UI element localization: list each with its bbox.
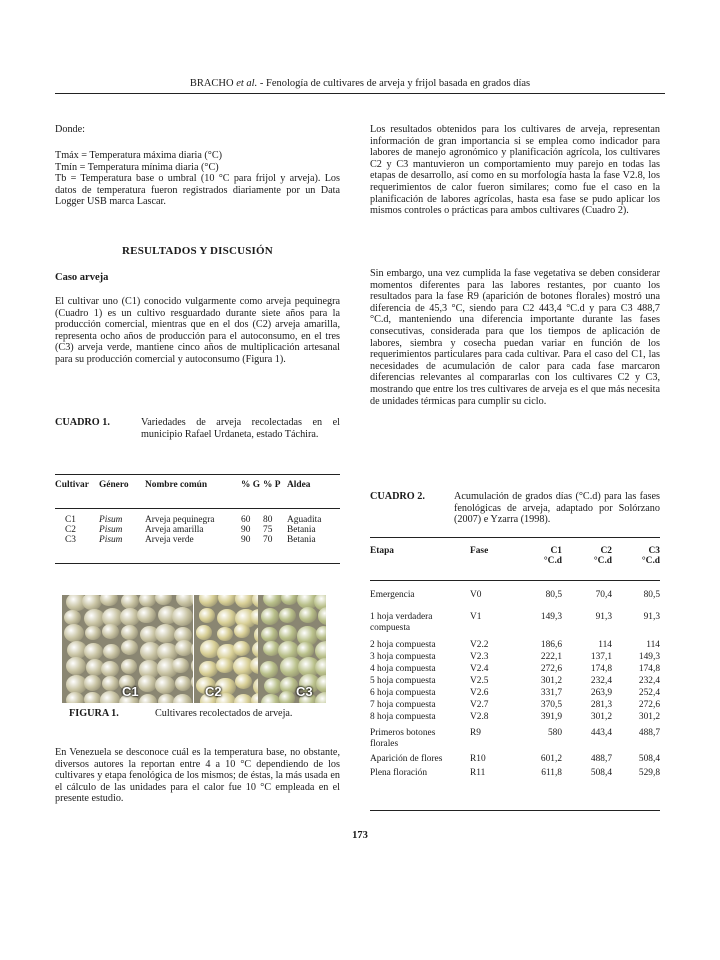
pea-shape — [84, 692, 101, 703]
pea-shape — [217, 627, 233, 641]
table1-header-cell: % P — [263, 480, 281, 490]
table-cell: 488,7 — [590, 754, 612, 764]
photo-tag-c3: C3 — [296, 684, 313, 699]
table-cell: 529,8 — [638, 768, 660, 778]
pea-shape — [82, 595, 101, 610]
pea-shape — [121, 625, 138, 640]
pea-shape — [316, 675, 326, 693]
table-cell: 281,3 — [590, 700, 612, 710]
table-cell: 60 — [241, 515, 251, 525]
table1-caption-text: Variedades de arveja recolectadas en el municipio Rafael Urdaneta, estado Táchira. — [141, 417, 340, 440]
pea-shape — [173, 694, 193, 703]
pea-shape — [138, 675, 157, 692]
table-row — [370, 676, 660, 688]
pea-shape — [279, 691, 295, 703]
pea-shape — [121, 659, 137, 673]
photo-tag-c1: C1 — [122, 684, 139, 699]
table2-header-cell: Etapa — [370, 546, 394, 556]
table-cell: 75 — [263, 525, 273, 535]
pea-shape — [175, 676, 192, 691]
table1-label: CUADRO 1. — [55, 417, 110, 428]
pea-shape — [315, 692, 326, 703]
pea-shape — [155, 595, 171, 605]
table-cell: 137,1 — [590, 652, 612, 662]
table-cell: Betania — [287, 535, 316, 545]
definition-tb: Tb = Temperatura base o umbral (10 °C para frijol y arveja). Los datos de temperatura fueron registrados diariamente por un Data Logger USB marca Lascar. — [55, 173, 340, 208]
table-cell: C2 — [65, 525, 76, 535]
table-cell: Plena floración — [370, 768, 428, 778]
table1-header-cell: Género — [99, 480, 129, 490]
pea-shape — [263, 595, 282, 607]
running-header — [55, 78, 665, 89]
table-cell: 4 hoja compuesta — [370, 664, 436, 674]
pea-shape — [318, 607, 326, 624]
table2-top-rule — [370, 537, 660, 538]
table-row — [370, 754, 660, 768]
table-cell: Arveja verde — [145, 535, 194, 545]
pea-shape — [139, 595, 156, 607]
table-cell: 3 hoja compuesta — [370, 652, 436, 662]
table-cell: 149,3 — [540, 612, 562, 622]
pea-shape — [100, 691, 120, 703]
table-cell: 508,4 — [638, 754, 660, 764]
table2-caption — [370, 491, 660, 526]
table-row — [370, 700, 660, 712]
table-cell: 186,6 — [540, 640, 562, 650]
table-cell: Emergencia — [370, 590, 415, 600]
table-cell: 80,5 — [545, 590, 562, 600]
table2-mid-rule — [370, 580, 660, 581]
table-cell: 6 hoja compuesta — [370, 688, 436, 698]
table-cell: 149,3 — [638, 652, 660, 662]
pea-shape — [103, 644, 120, 659]
pea-shape — [121, 595, 139, 609]
table-row — [370, 728, 660, 754]
table-cell: 508,4 — [590, 768, 612, 778]
table-row — [370, 768, 660, 780]
table-cell: 70,4 — [595, 590, 612, 600]
table-cell: 114 — [646, 640, 660, 650]
pea-shape — [316, 626, 326, 641]
table-cell: Aparición de flores — [370, 754, 443, 764]
table-cell: 301,2 — [540, 676, 562, 686]
table-cell: V2.2 — [470, 640, 489, 650]
paragraph-cultivars: El cultivar uno (C1) conocido vulgarmente como arveja pequinegra (Cuadro 1) es un cultivo resguardado durante siete años para la producción comercial, mientras que en el dos (C2) arveja amarilla, representa ocho años de producción para el autoconsumo, en el tres (C3) arveja verde, mantiene cinco años de multiplicación artesanal para su producción comercial y autoconsumo (Figura 1). — [55, 296, 340, 365]
pea-shape — [199, 608, 216, 623]
table-cell: Aguadita — [287, 515, 322, 525]
table-cell: Pisum — [99, 535, 123, 545]
table-row — [370, 652, 660, 664]
table2-header-cell: C3 °C.d — [641, 546, 660, 566]
pea-shape — [199, 595, 219, 607]
pea-shape — [102, 624, 119, 639]
table-cell: 272,6 — [638, 700, 660, 710]
pea-shape — [64, 610, 81, 625]
table2-header-cell: C2 °C.d — [593, 546, 612, 566]
definition-tmax: Tmáx = Temperatura máxima diaria (°C) — [55, 150, 223, 161]
table-cell: 7 hoja compuesta — [370, 700, 436, 710]
table-row — [370, 688, 660, 700]
table-row — [370, 664, 660, 676]
table-cell: 601,2 — [540, 754, 562, 764]
table1-header-row — [55, 480, 340, 508]
table-cell: 263,9 — [590, 688, 612, 698]
table1-header-cell: Cultivar — [55, 480, 89, 490]
table-cell: C1 — [65, 515, 76, 525]
table-cell: 232,4 — [590, 676, 612, 686]
pea-shape — [84, 675, 101, 690]
table-cell: Pisum — [99, 525, 123, 535]
table1-header-cell: % G — [241, 480, 261, 490]
table-cell: 301,2 — [638, 712, 660, 722]
pea-shape — [84, 643, 103, 660]
table-cell: V2.5 — [470, 676, 489, 686]
definition-tmin: Tmín = Temperatura mínima diaria (°C) — [55, 161, 219, 173]
pea-shape — [234, 694, 253, 703]
table-cell: Betania — [287, 525, 316, 535]
table-cell: 90 — [241, 535, 251, 545]
pea-shape — [260, 661, 278, 678]
pea-shape — [196, 625, 212, 640]
pea-shape — [66, 692, 84, 703]
table-cell: V2.3 — [470, 652, 489, 662]
section-heading: RESULTADOS Y DISCUSIÓN — [122, 245, 273, 257]
pea-shape — [191, 674, 193, 690]
table1-header-cell: Aldea — [287, 480, 311, 490]
table2-label: CUADRO 2. — [370, 491, 425, 502]
figure1-label: FIGURA 1. — [69, 708, 119, 719]
pea-shape — [121, 640, 138, 655]
table-cell: 391,9 — [540, 712, 562, 722]
pea-shape — [218, 595, 236, 606]
pea-shape — [261, 608, 280, 625]
figure1-caption — [55, 708, 340, 720]
table-cell: 2 hoja compuesta — [370, 640, 436, 650]
table-cell: 580 — [547, 728, 562, 738]
pea-shape — [297, 642, 315, 658]
table-cell: R11 — [470, 768, 486, 778]
table-cell: 174,8 — [638, 664, 660, 674]
header-rule — [55, 93, 665, 94]
table-cell: C3 — [65, 535, 76, 545]
donde-label: Donde: — [55, 124, 85, 135]
paragraph-base-temperature: En Venezuela se desconoce cuál es la temperatura base, no obstante, diversos autores la reportan entre 4 a 10 °C dependiendo de los cultivares y etapa fenológica de los mismos; de éstas, la más usada en el cálculo de las unidades para el calor fue 10 °C empleada en el presente estudio. — [55, 747, 340, 805]
pea-shape — [216, 658, 234, 674]
header-title: - Fenología de cultivares de arveja y frijol basada en grados días — [257, 78, 531, 89]
table-cell: R9 — [470, 728, 481, 738]
table-cell: 8 hoja compuesta — [370, 712, 436, 722]
table1-header-cell: Nombre común — [145, 480, 208, 490]
table-cell: 272,6 — [540, 664, 562, 674]
page-number: 173 — [352, 830, 368, 841]
table-row — [370, 612, 660, 640]
pea-shape — [281, 595, 298, 605]
table-cell: V2.4 — [470, 664, 489, 674]
table-cell: V2.6 — [470, 688, 489, 698]
pea-shape — [234, 624, 250, 639]
table1-top-rule — [55, 474, 340, 475]
pea-shape — [85, 626, 102, 641]
table-cell: 222,1 — [540, 652, 562, 662]
pea-shape — [175, 640, 193, 656]
figure1-caption-text: Cultivares recolectados de arveja. — [155, 708, 293, 719]
photo-c3 — [258, 595, 326, 703]
table2-caption-text: Acumulación de grados días (°C.d) para las fases fenológicas de arveja, adaptado por Solórzano (2007) e Yzarra (1998). — [454, 491, 660, 526]
pea-shape — [172, 607, 193, 626]
table-cell: V1 — [470, 612, 482, 622]
pea-shape — [299, 607, 317, 623]
table-cell: 80 — [263, 515, 273, 525]
table1 — [55, 480, 340, 545]
table-cell: Primeros botones florales — [370, 728, 436, 749]
pea-shape — [233, 641, 250, 657]
table-row — [370, 712, 660, 728]
paragraph-results: Los resultados obtenidos para los cultivares de arveja, representan información de gran importancia si se emplea como indicador para labores de manejo agronómico y planificación agrícola, los cultivares C2 y C3 mantuvieron un comportamiento muy parejo en todas las etapas de desarrollo, así como en su morfología hasta la fase V2.8, los requerimientos de calor fueron similares; como fue el caso en la planificación de labores agrícolas, hasta esa fase se pudo aplicar los mismos controles o prácticas para ambos cultivares (Cuadro 2). — [370, 124, 660, 217]
table2 — [370, 546, 660, 780]
table-row — [370, 640, 660, 652]
pea-shape — [137, 607, 155, 624]
header-authors: BRACHO — [189, 78, 234, 89]
table2-header-cell: Fase — [470, 546, 489, 556]
pea-shape — [235, 674, 252, 689]
photo-tag-c2: C2 — [205, 684, 222, 699]
pea-shape — [100, 595, 118, 606]
table-cell: 301,2 — [590, 712, 612, 722]
table-cell: 611,8 — [541, 768, 562, 778]
table1-bottom-rule — [55, 563, 340, 564]
table-row — [55, 535, 340, 545]
table-row — [370, 590, 660, 612]
pea-shape — [155, 676, 175, 694]
table-cell: 5 hoja compuesta — [370, 676, 436, 686]
pea-shape — [64, 624, 84, 642]
table-cell: 80,5 — [643, 590, 660, 600]
pea-shape — [139, 694, 157, 703]
table-cell: 91,3 — [595, 612, 612, 622]
table1-caption — [55, 417, 340, 440]
pea-shape — [172, 658, 189, 673]
table-cell: 252,4 — [638, 688, 660, 698]
definitions-block — [55, 150, 340, 208]
pea-shape — [199, 661, 218, 678]
table2-bottom-rule — [370, 810, 660, 811]
pea-shape — [261, 627, 278, 642]
table-cell: R10 — [470, 754, 486, 764]
pea-shape — [279, 608, 296, 623]
table-cell: 331,7 — [540, 688, 562, 698]
pea-shape — [261, 694, 281, 703]
table-cell: Arveja pequinegra — [145, 515, 215, 525]
table-cell: 488,7 — [638, 728, 660, 738]
table-cell: 1 hoja verdadera compuesta — [370, 612, 433, 633]
pea-shape — [279, 625, 298, 642]
table-row — [55, 525, 340, 535]
header-etal: et al. — [236, 78, 258, 89]
table-cell: 370,5 — [540, 700, 562, 710]
table1-mid-rule — [55, 508, 340, 509]
table-cell: 90 — [241, 525, 251, 535]
table2-header-cell: C1 °C.d — [543, 546, 562, 566]
table-cell: 70 — [263, 535, 273, 545]
table-cell: Arveja amarilla — [145, 525, 204, 535]
table-cell: 91,3 — [643, 612, 660, 622]
table-cell: 114 — [598, 640, 612, 650]
table-cell: Pisum — [99, 515, 123, 525]
pea-shape — [101, 661, 119, 677]
table-cell: V2.7 — [470, 700, 489, 710]
table-cell: V2.8 — [470, 712, 489, 722]
pea-shape — [191, 657, 193, 674]
table-cell: 443,4 — [590, 728, 612, 738]
pea-shape — [66, 657, 86, 675]
subheading-caso-arveja: Caso arveja — [55, 272, 109, 283]
table2-header-row — [370, 546, 660, 576]
table-cell: 232,4 — [638, 676, 660, 686]
table-cell: 174,8 — [590, 664, 612, 674]
table-cell: V0 — [470, 590, 482, 600]
table-row — [55, 515, 340, 525]
paragraph-vegetative-phase: Sin embargo, una vez cumplida la fase vegetativa se deben considerar momentos diferentes para las labores restantes, por cuanto los resultados para la fase R9 (aparición de botones florales) mostró una diferencia de 45,3 °C, siendo para C2 443,4 °C.d y para C3 488,7 °C.d, manteniendo una diferencia importante durante las fases consecutivas, considerada para que los tiempos de aplicación de labores, siembra y cosecha puedan variar en función de los requerimientos particulares para cada cultivar. Para el caso del C1, las necesidades de acumulación de calor para cada fase marcaron diferencias relevantes al compararlas con los cultivares C2 y C3, mostrando que entre los tres cultivares de arveja es el que más necesita de unidades térmicas para cumplir su ciclo. — [370, 268, 660, 407]
pea-shape — [102, 676, 119, 691]
